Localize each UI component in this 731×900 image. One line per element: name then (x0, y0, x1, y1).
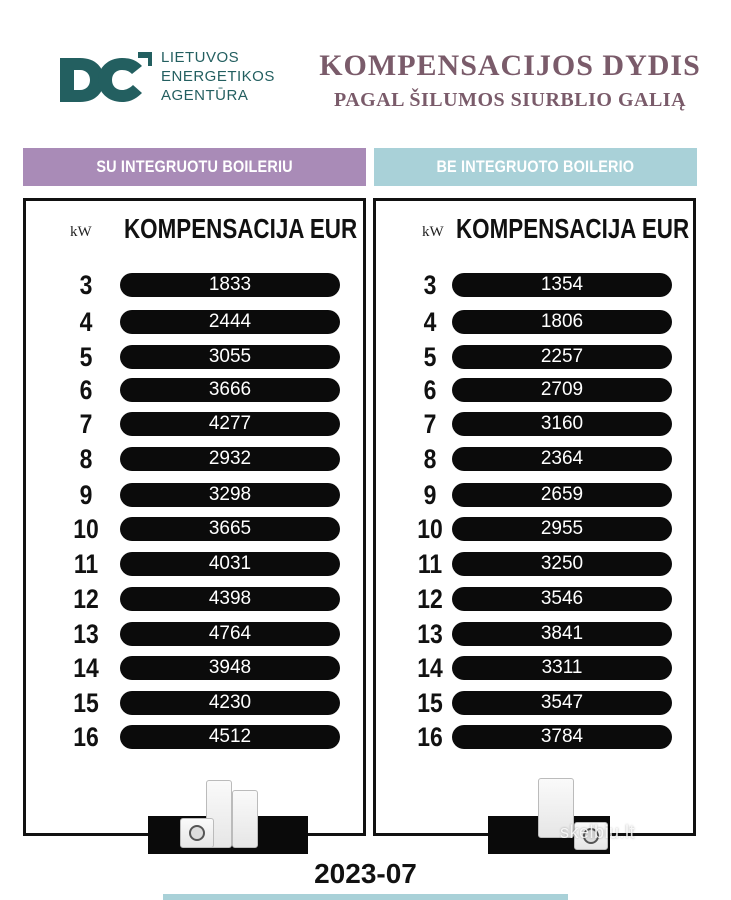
compensation-value: 2659 (452, 483, 672, 507)
compensation-label: KOMPENSACIJA EUR (124, 213, 358, 244)
compensation-value: 4031 (120, 552, 340, 576)
agency-name-line-2: ENERGETIKOS (161, 68, 275, 85)
right-column-heading (374, 148, 697, 186)
compensation-value: 3311 (452, 656, 672, 680)
power-kw-value: 16 (417, 722, 443, 752)
compensation-value: 2955 (452, 517, 672, 541)
compensation-value: 4398 (120, 587, 340, 611)
table-row (26, 270, 363, 300)
compensation-value: 3298 (120, 483, 340, 507)
compensation-value: 3666 (120, 378, 340, 402)
compensation-value: 1354 (452, 273, 672, 297)
table-row (26, 653, 363, 683)
power-kw-value: 5 (79, 342, 93, 372)
power-kw-value: 7 (423, 409, 437, 439)
compensation-value: 1806 (452, 310, 672, 334)
left-column-heading (23, 148, 366, 186)
power-kw-value: 9 (423, 480, 437, 510)
compensation-value: 3160 (452, 412, 672, 436)
power-kw-value: 8 (423, 444, 437, 474)
power-kw-value: 14 (417, 653, 443, 683)
left-column-heading-text: SU INTEGRUOTU BOILERIU (96, 157, 293, 176)
compensation-value: 3841 (452, 622, 672, 646)
power-kw-value: 15 (417, 688, 443, 718)
agency-logo (58, 48, 288, 110)
kw-label: kW (70, 224, 92, 240)
compensation-value: 4512 (120, 725, 340, 749)
fan-icon (189, 825, 205, 841)
table-row (26, 584, 363, 614)
compensation-label: KOMPENSACIJA EUR (456, 213, 690, 244)
table-row (26, 375, 363, 405)
footer-bar (163, 894, 568, 900)
power-kw-value: 15 (73, 688, 99, 718)
table-row (26, 444, 363, 474)
compensation-value: 3055 (120, 345, 340, 369)
power-kw-value: 9 (79, 480, 93, 510)
compensation-value: 4277 (120, 412, 340, 436)
compensation-value: 2444 (120, 310, 340, 334)
table-row (376, 307, 693, 337)
power-kw-value: 10 (73, 514, 99, 544)
power-kw-value: 16 (73, 722, 99, 752)
power-kw-value: 4 (423, 307, 437, 337)
power-kw-value: 8 (79, 444, 93, 474)
table-row (26, 549, 363, 579)
power-kw-value: 7 (79, 409, 93, 439)
power-kw-value: 14 (73, 653, 99, 683)
right-table-panel (373, 198, 696, 836)
kw-label: kW (422, 224, 444, 240)
power-kw-value: 11 (417, 549, 443, 579)
power-kw-value: 3 (79, 270, 93, 300)
compensation-value: 3250 (452, 552, 672, 576)
table-row (376, 409, 693, 439)
table-row (376, 722, 693, 752)
agency-name (161, 48, 275, 105)
table-row (26, 722, 363, 752)
boiler-tank-image (232, 790, 258, 848)
table-row (376, 549, 693, 579)
power-kw-value: 12 (417, 584, 443, 614)
table-row (376, 584, 693, 614)
compensation-value: 2364 (452, 447, 672, 471)
table-row (376, 514, 693, 544)
table-row (376, 480, 693, 510)
power-kw-value: 4 (79, 307, 93, 337)
power-kw-value: 13 (73, 619, 99, 649)
table-row (376, 619, 693, 649)
compensation-value: 3784 (452, 725, 672, 749)
outdoor-unit-image (180, 818, 214, 848)
table-row (376, 270, 693, 300)
agency-logo-icon (58, 52, 153, 108)
left-table-panel (23, 198, 366, 836)
table-row (26, 619, 363, 649)
compensation-value: 3948 (120, 656, 340, 680)
table-row (376, 342, 693, 372)
right-column-heading-text: BE INTEGRUOTO BOILERIO (436, 157, 635, 176)
compensation-value: 4764 (120, 622, 340, 646)
compensation-value: 2932 (120, 447, 340, 471)
compensation-value: 2709 (452, 378, 672, 402)
agency-name-line-3: AGENTŪRA (161, 87, 249, 104)
power-kw-value: 12 (73, 584, 99, 614)
date-label: 2023-07 (314, 858, 417, 889)
table-row (26, 688, 363, 718)
compensation-value: 4230 (120, 691, 340, 715)
power-kw-value: 6 (79, 375, 93, 405)
power-kw-value: 10 (417, 514, 443, 544)
page-title: KOMPENSACIJOS DYDIS (319, 49, 701, 82)
page-subtitle: PAGAL ŠILUMOS SIURBLIO GALIĄ (333, 89, 687, 111)
watermark: skelbiu.lt (560, 822, 636, 842)
table-row (376, 688, 693, 718)
compensation-value: 2257 (452, 345, 672, 369)
table-row (376, 375, 693, 405)
power-kw-value: 5 (423, 342, 437, 372)
table-row (26, 342, 363, 372)
power-kw-value: 3 (423, 270, 437, 300)
compensation-value: 1833 (120, 273, 340, 297)
table-row (26, 480, 363, 510)
power-kw-value: 13 (417, 619, 443, 649)
page-title-block (300, 48, 720, 114)
agency-name-line-1: LIETUVOS (161, 49, 240, 66)
compensation-value: 3547 (452, 691, 672, 715)
table-row (376, 653, 693, 683)
compensation-value: 3665 (120, 517, 340, 541)
table-row (26, 514, 363, 544)
table-row (26, 307, 363, 337)
compensation-value: 3546 (452, 587, 672, 611)
table-row (376, 444, 693, 474)
power-kw-value: 11 (73, 549, 99, 579)
table-row (26, 409, 363, 439)
power-kw-value: 6 (423, 375, 437, 405)
